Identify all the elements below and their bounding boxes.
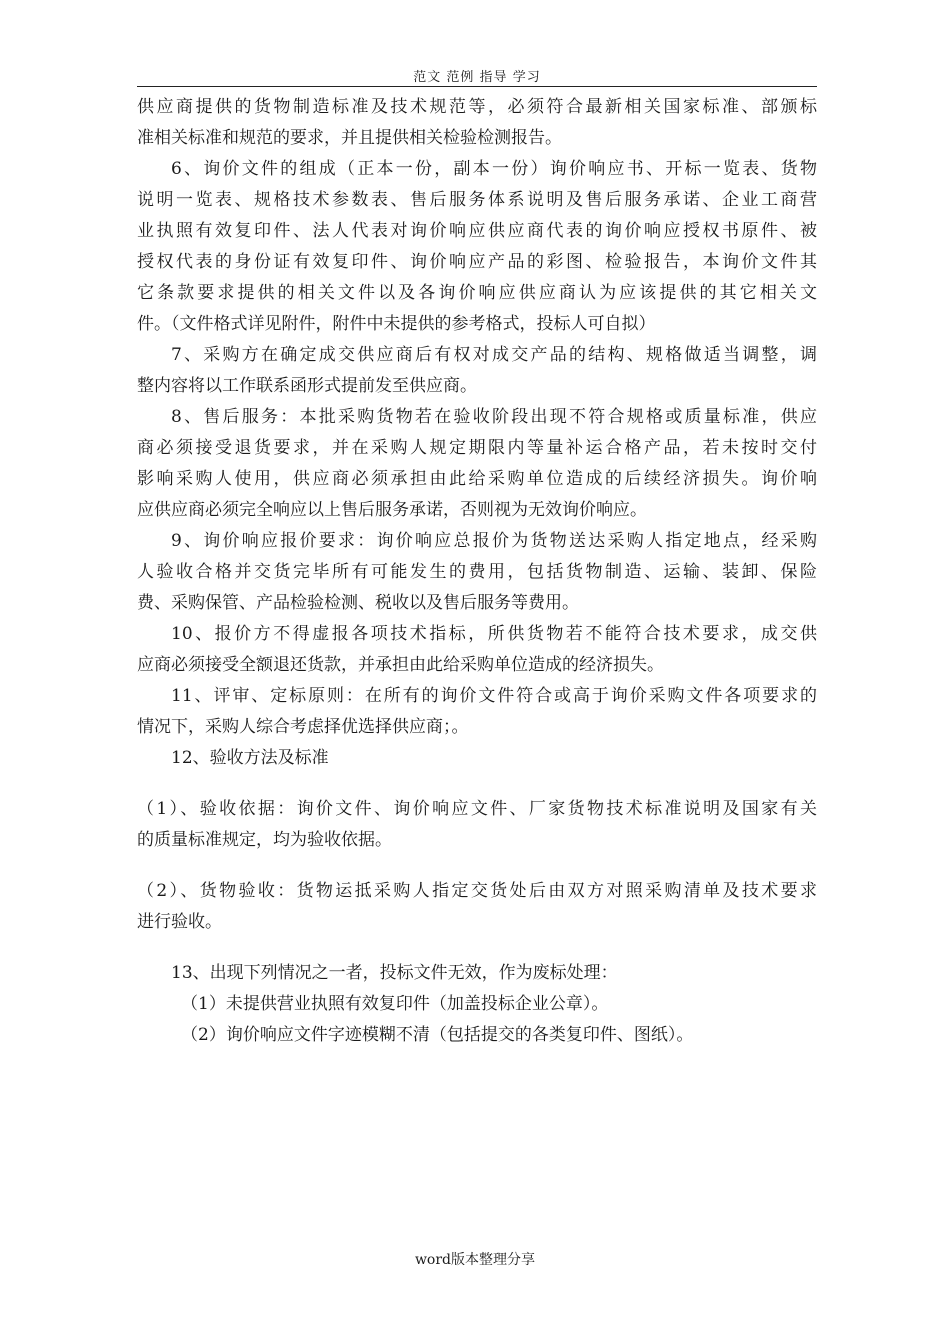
clause-13-heading: 13、出现下列情况之一者，投标文件无效，作为废标处理： [171, 963, 618, 983]
clause-7-line: 7、采购方在确定成交供应商后有权对成交产品的结构、规格做适当调整，调 [171, 345, 817, 365]
clause-12-2-line: 进行验收。 [137, 912, 222, 932]
clause-8-line: 8、售后服务：本批采购货物若在验收阶段出现不符合规格或质量标准，供应 [171, 407, 817, 427]
clause-12-1-line: 的质量标准规定，均为验收依据。 [137, 830, 392, 850]
paragraph-line: 供应商提供的货物制造标准及技术规范等，必须符合最新相关国家标准、部颁标 [137, 97, 817, 117]
clause-8-line: 影响采购人使用，供应商必须承担由此给采购单位造成的后续经济损失。询价响 [137, 469, 817, 489]
page-header: 范文 范例 指导 学习 [413, 70, 541, 85]
clause-13-item: （2）询价响应文件字迹模糊不清（包括提交的各类复印件、图纸）。 [181, 1025, 694, 1045]
clause-10-line: 应商必须接受全额退还货款，并承担由此给采购单位造成的经济损失。 [137, 655, 664, 675]
clause-6-line: 它条款要求提供的相关文件以及各询价响应供应商认为应该提供的其它相关文 [137, 283, 817, 303]
clause-11-line: 情况下，采购人综合考虑择优选择供应商；。 [137, 717, 469, 737]
clause-13-item: （1）未提供营业执照有效复印件（加盖投标企业公章）。 [181, 994, 609, 1014]
clause-6-line: 授权代表的身份证有效复印件、询价响应产品的彩图、检验报告，本询价文件其 [137, 252, 817, 272]
page-footer: word版本整理分享 [414, 1252, 536, 1268]
clause-10-line: 10、报价方不得虚报各项技术指标，所供货物若不能符合技术要求，成交供 [171, 624, 817, 644]
clause-11-line: 11、评审、定标原则：在所有的询价文件符合或高于询价采购文件各项要求的 [171, 686, 817, 706]
clause-12-heading: 12、验收方法及标准 [171, 748, 329, 768]
paragraph-line: 准相关标准和规范的要求，并且提供相关检验检测报告。 [137, 128, 562, 148]
document-body [137, 92, 817, 1051]
clause-6-line: 6、询价文件的组成（正本一份，副本一份）询价响应书、开标一览表、货物 [171, 159, 817, 179]
clause-12-1-line: （1）、验收依据：询价文件、询价响应文件、厂家货物技术标准说明及国家有关 [137, 799, 817, 819]
clause-6-line: 件。（文件格式详见附件，附件中未提供的参考格式，投标人可自拟） [137, 314, 656, 334]
clause-8-line: 商必须接受退货要求，并在采购人规定期限内等量补运合格产品，若未按时交付 [137, 438, 817, 458]
clause-9-line: 人验收合格并交货完毕所有可能发生的费用，包括货物制造、运输、装卸、保险 [137, 562, 817, 582]
header-rule [137, 86, 817, 87]
clause-8-line: 应供应商必须完全响应以上售后服务承诺，否则视为无效询价响应。 [137, 500, 647, 520]
clause-6-line: 业执照有效复印件、法人代表对询价响应供应商代表的询价响应授权书原件、被 [137, 221, 817, 241]
clause-12-2-line: （2）、货物验收：货物运抵采购人指定交货处后由双方对照采购清单及技术要求 [137, 881, 817, 901]
clause-9-line: 9、询价响应报价要求：询价响应总报价为货物送达采购人指定地点，经采购 [171, 531, 817, 551]
clause-9-line: 费、采购保管、产品检验检测、税收以及售后服务等费用。 [137, 593, 579, 613]
clause-7-line: 整内容将以工作联系函形式提前发至供应商。 [137, 376, 477, 396]
clause-6-line: 说明一览表、规格技术参数表、售后服务体系说明及售后服务承诺、企业工商营 [137, 190, 817, 210]
